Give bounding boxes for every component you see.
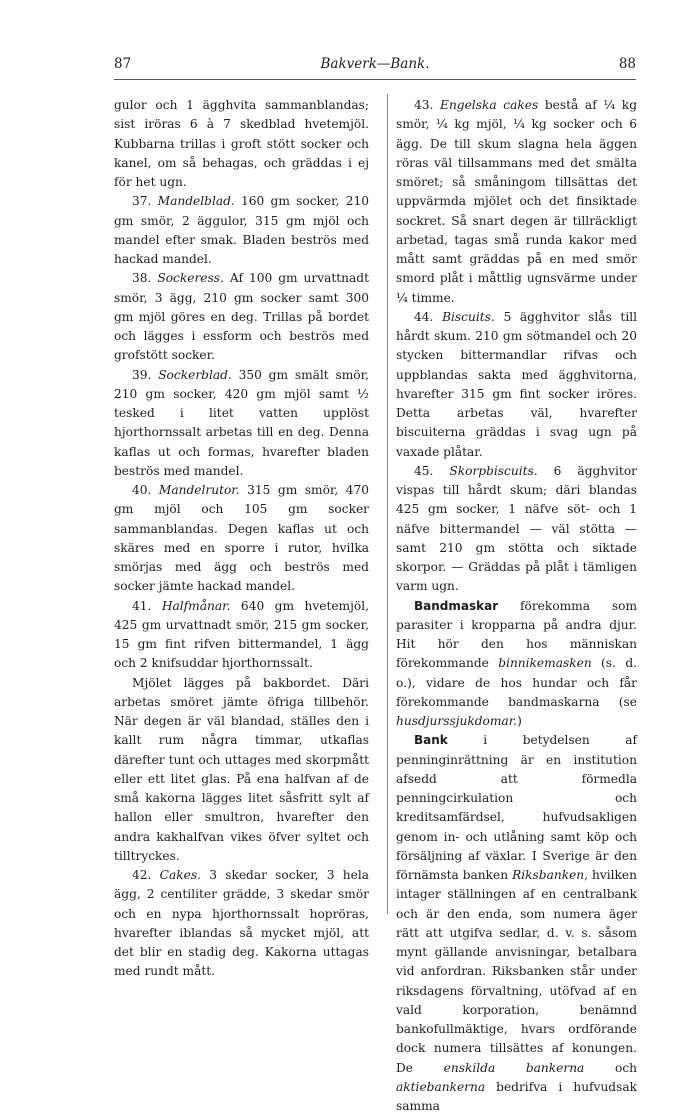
encyclopedia-entry-bank: Bank i betydelsen af penninginrättning är en institution afsedd att förmedla penningcirkulation och kreditsamfärdsel, hufvudsakligen genom in- och utlåning samt köp och försäljning af växlar. I Sverige är den förnämsta banken Riksbanken, hvilken intager ställningen af en centralbank och är den enda, som numera äger rätt att utgifva sedlar, d. v. s. såsom mynt gällande anvisningar, betalbara vid anfordran. Riksbanken står under riksdagens förvaltning, utöfvad af en vald korporation, benämnd bankofullmäktige, hvars ordförande dock numera tillsättes af konungen. De enskilda bankerna och aktiebankerna bedrifva i hufvudsak samma xyxy=(396,733,637,1113)
recipe-paragraph: 43. Engelska cakes bestå af ¼ kg smör, ¼ kg mjöl, ¼ kg socker och 6 ägg. De till skum slagna hela äggen röras väl tillsammans med det smälta smöret; så småningom tillsättas det uppvärmda mjölet och det finsiktade sockret. Så snart degen är tillräckligt arbetad, tagas små runda kakor med mått samt gräddas på en med smör smord plåt i måttlig ugnsvärme under ¼ timme. xyxy=(396,98,637,305)
recipe-paragraph: 37. Mandelblad. 160 gm socker, 210 gm smör, 2 äggulor, 315 gm mjöl och mandel efter smak. Bladen beströs med hackad mandel. xyxy=(114,194,370,266)
recipe-paragraph: 40. Mandelrutor. 315 gm smör, 470 gm mjöl och 105 gm socker sammanblandas. Degen kaflas ut och skäres med en sporre i rutor, hvilka smörjas med ägg och beströs med socker jämte hackad mandel. xyxy=(114,483,370,594)
recipe-paragraph: 42. Cakes. 3 skedar socker, 3 hela ägg, 2 centiliter grädde, 3 skedar smör och en nypa hjorthornssalt hopröras, hvarefter iblandas så mycket mjöl, att det blir en stadig deg. Kakorna uttagas med rundt mått. xyxy=(114,868,370,979)
entry-headword: Bank xyxy=(414,733,448,748)
page-number-left: 87 xyxy=(114,56,132,72)
recipe-paragraph: gulor och 1 ägghvita sammanblandas; sist iröras 6 à 7 skedblad hvetemjöl. Kubbarna trillas i groft stött socker och kanel, om så behagas, och gräddas i ej för het ugn. xyxy=(114,98,369,189)
recipe-paragraph: 39. Sockerblad. 350 gm smält smör, 210 gm socker, 420 gm mjöl samt ½ tesked i litet vatten upplöst hjorthornssalt arbetas till en deg. Denna kaflas ut och formas, hvarefter bladen beströs med mandel. xyxy=(114,367,370,478)
recipe-paragraph: Mjölet lägges på bakbordet. Däri arbetas smöret jämte öfriga tillbehör. När degen är väl blandad, ställes den i kallt rum några timmar, utkaflas därefter tunt och uttages med skorpmått eller ett litet glas. På ena halfvan af de små kakorna lägges litet såsfritt sylt af hallon eller smultron, hvarefter den andra kakhalfvan vikes öfver syltet och tilltryckes. xyxy=(114,675,369,863)
right-column xyxy=(396,96,637,1116)
recipe-paragraph: 38. Sockeress. Af 100 gm urvattnadt smör, 3 ägg, 210 gm socker samt 300 gm mjöl göres en deg. Trillas på bordet och lägges i essform och beströs med grofstött socker. xyxy=(114,271,369,363)
recipe-paragraph: 41. Halfmånar. 640 gm hvetemjöl, 425 gm urvattnadt smör, 215 gm socker, 15 gm fint rifven bittermandel, 1 ägg och 2 knifsuddar hjorthornssalt. xyxy=(114,598,369,671)
entry-headword: Bandmaskar xyxy=(414,598,499,613)
left-column xyxy=(114,96,369,982)
recipe-paragraph: 45. Skorpbiscuits. 6 ägghvitor vispas till hårdt skum; däri blandas 425 gm socker, 1 näfve söt- och 1 näfve bittermandel — väl stötta — samt 210 gm stötta och siktade skorpor. — Gräddas på plåt i tämligen varm ugn. xyxy=(396,463,637,594)
recipe-paragraph: 44. Biscuits. 5 ägghvitor slås till hårdt skum. 210 gm sötmandel och 20 stycken bittermandlar rifvas och uppblandas sakta med ägghvitorna, hvarefter 315 gm fint socker iröres. Detta arbetas väl, hvarefter biscuiterna gräddas i svag ugn på vaxade plåtar. xyxy=(396,309,638,459)
column-divider xyxy=(387,94,388,914)
encyclopedia-entry-bandmaskar: Bandmaskar förekomma som parasiter i kropparna på andra djur. Hit hör den hos människan förekommande binnikemasken (s. d. o.), vidare de hos hundar och får förekommande bandmaskarna (se husdjurssjukdomar.) xyxy=(396,598,637,728)
running-head: Bakverk—Bank. xyxy=(320,56,430,72)
page-number-right: 88 xyxy=(618,56,636,72)
header-rule xyxy=(114,79,636,80)
